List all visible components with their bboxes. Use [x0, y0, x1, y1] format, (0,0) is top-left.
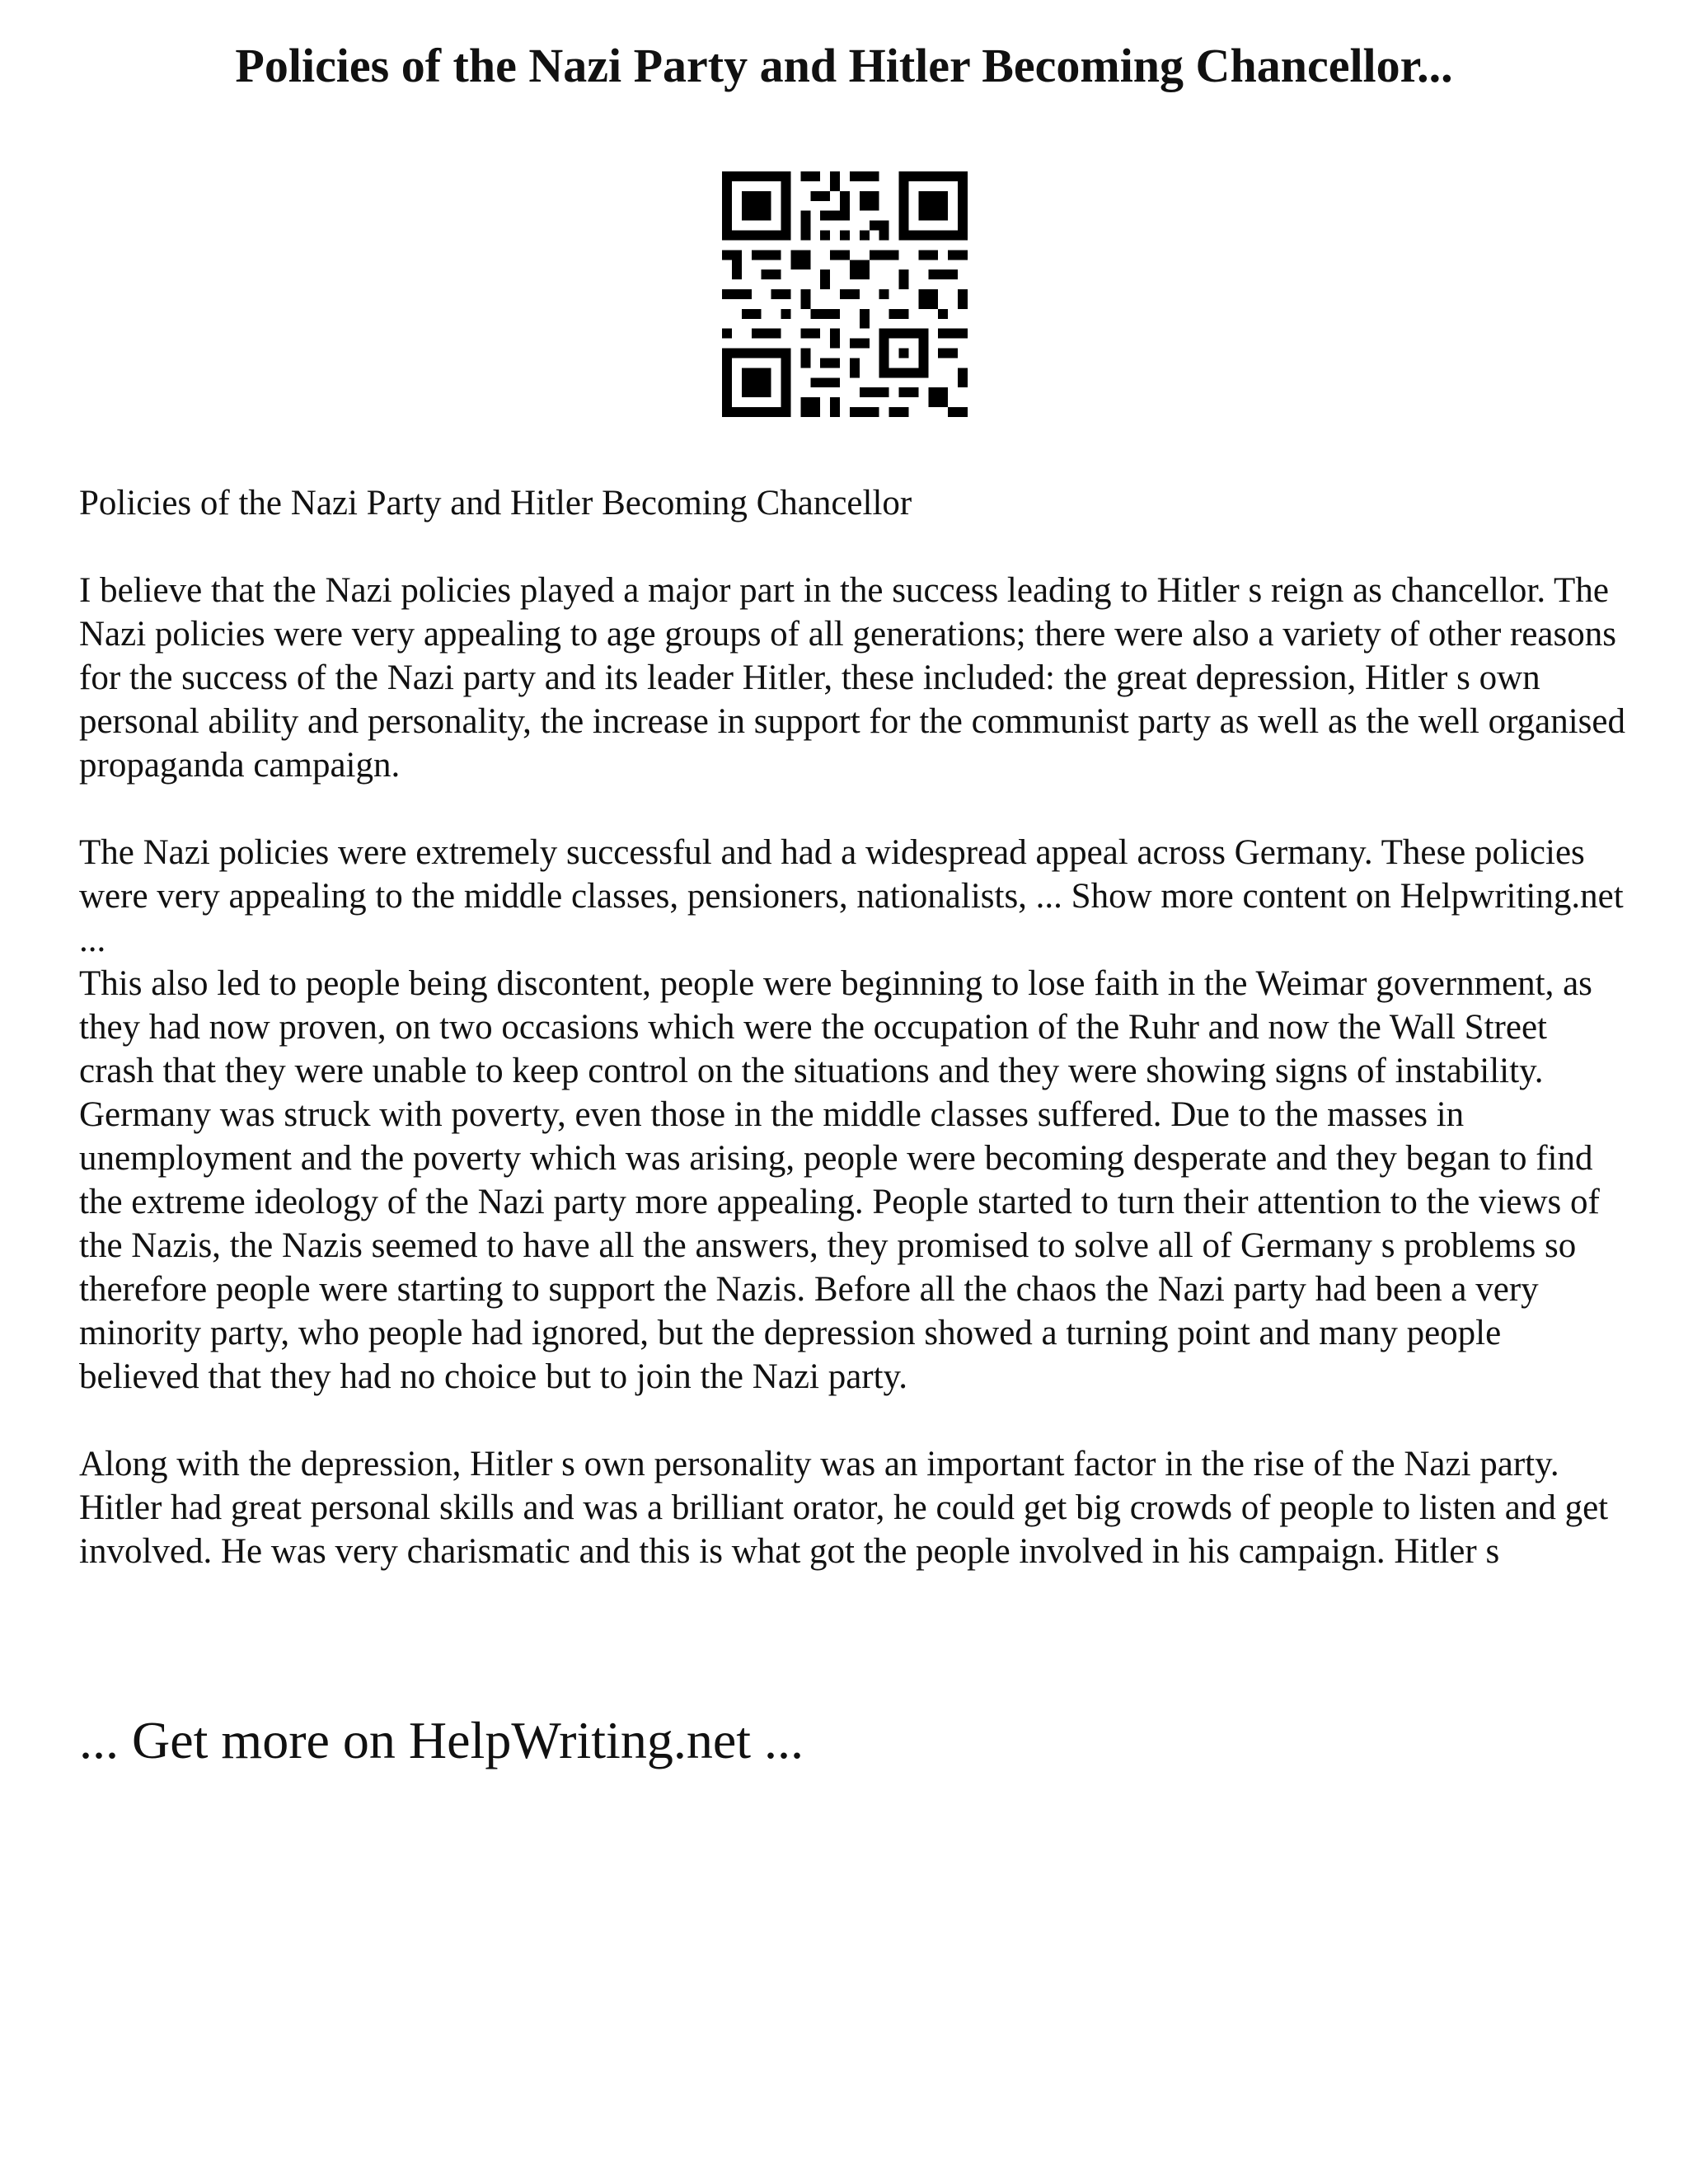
paragraph-intro: I believe that the Nazi policies played a major part in the success leading to Hitler s reign as chancellor. The Nazi policies were very appealing to age groups of all generations; there were also a variety of other reasons for the success of the Nazi party and its leader Hitler, these included: the great depression, Hitler s own personal ability and personality, the increase in support for the communist party as well as the well organised propaganda campaign. [79, 571, 1625, 785]
document-title: Policies of the Nazi Party and Hitler Becoming Chancellor... [235, 39, 1453, 92]
paragraph-depression: This also led to people being discontent, people were beginning to lose faith in the Weimar government, as they had now proven, on two occasions which were the occupation of the Ruhr and now the Wall Street crash that they were unable to keep control on the situations and they were showing signs of instability. Germany was struck with poverty, even those in the middle classes suffered. Due to the masses in unemployment and the poverty which was arising, people were becoming desperate and they began to find the extreme ideology of the Nazi party more appealing. People started to turn their attention to the views of the Nazis, the Nazis seemed to have all the answers, they promised to solve all of Germany s problems so therefore people were starting to support the Nazis. Before all the chaos the Nazi party had been a very minority party, who people had ignored, but the depression showed a turning point and many people believed that they had no choice but to join the Nazi party. [79, 964, 1600, 1396]
document-body [79, 481, 1629, 1573]
document-subtitle: Policies of the Nazi Party and Hitler Becoming Chancellor [79, 484, 912, 523]
paragraph-policies: The Nazi policies were extremely successful and had a widespread appeal across Germany. These policies were very appealing to the middle classes, pensioners, nationalists, ... Show more content on Helpwriting.net ... [79, 833, 1624, 959]
paragraph-personality: Along with the depression, Hitler s own personality was an important factor in the rise of the Nazi party. Hitler had great personal skills and was a brilliant orator, he could get big crowds of people to listen and get involved. He was very charismatic and this is what got the people involved in his campaign. Hitler s [79, 1445, 1609, 1571]
get-more-link[interactable]: ... Get more on HelpWriting.net ... [79, 1711, 804, 1769]
qr-code-icon [722, 171, 968, 417]
